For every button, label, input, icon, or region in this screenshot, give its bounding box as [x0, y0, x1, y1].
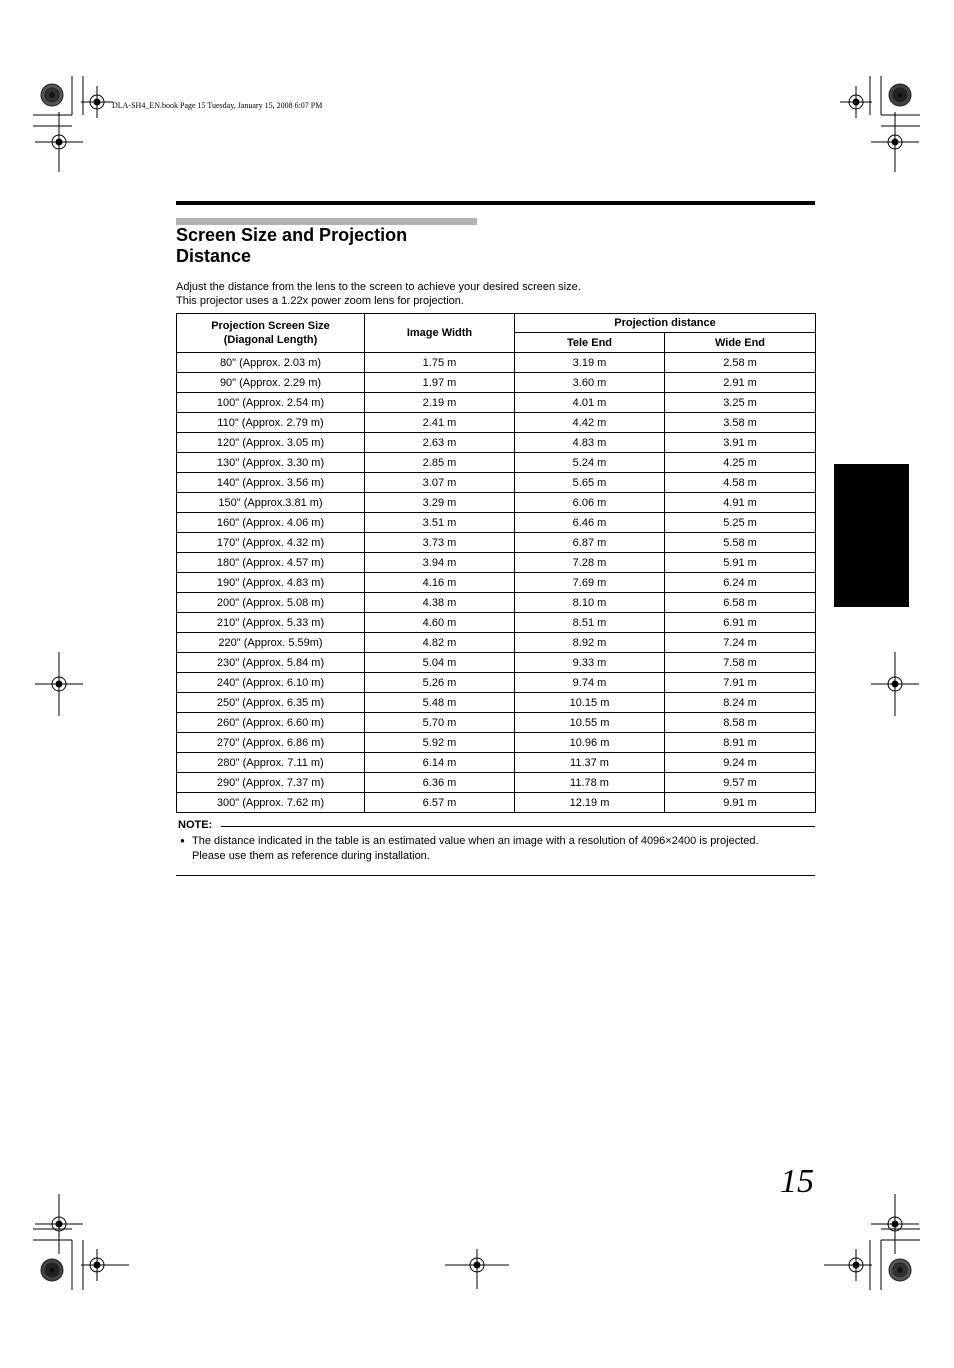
cell-screen-size: 130" (Approx. 3.30 m) — [177, 453, 365, 473]
cell-tele-end: 6.06 m — [515, 493, 665, 513]
cell-screen-size: 90" (Approx. 2.29 m) — [177, 373, 365, 393]
header-wide-end: Wide End — [665, 333, 816, 353]
table-row — [177, 633, 816, 653]
cell-image-width: 3.07 m — [365, 473, 515, 493]
cell-image-width: 5.04 m — [365, 653, 515, 673]
cell-image-width: 5.48 m — [365, 693, 515, 713]
cell-tele-end: 8.51 m — [515, 613, 665, 633]
cell-tele-end: 4.83 m — [515, 433, 665, 453]
table-row — [177, 673, 816, 693]
cell-wide-end: 8.58 m — [665, 713, 816, 733]
cell-wide-end: 8.91 m — [665, 733, 816, 753]
cell-wide-end: 6.24 m — [665, 573, 816, 593]
cell-tele-end: 7.28 m — [515, 553, 665, 573]
section-title-line1: Screen Size and Projection — [176, 225, 408, 245]
cell-wide-end: 7.91 m — [665, 673, 816, 693]
cell-wide-end: 7.24 m — [665, 633, 816, 653]
cell-wide-end: 5.58 m — [665, 533, 816, 553]
cell-tele-end: 4.42 m — [515, 413, 665, 433]
cell-image-width: 1.97 m — [365, 373, 515, 393]
cell-tele-end: 9.33 m — [515, 653, 665, 673]
header-tele-end: Tele End — [515, 333, 665, 353]
section-accent-bar — [176, 218, 477, 225]
cell-wide-end: 4.91 m — [665, 493, 816, 513]
header-projection-distance: Projection distance — [515, 314, 816, 333]
cell-wide-end: 3.58 m — [665, 413, 816, 433]
table-row — [177, 553, 816, 573]
cell-tele-end: 6.46 m — [515, 513, 665, 533]
cell-screen-size: 250" (Approx. 6.35 m) — [177, 693, 365, 713]
table-row — [177, 413, 816, 433]
cell-screen-size: 230" (Approx. 5.84 m) — [177, 653, 365, 673]
cell-wide-end: 9.91 m — [665, 793, 816, 813]
cell-image-width: 3.51 m — [365, 513, 515, 533]
cell-screen-size: 190" (Approx. 4.83 m) — [177, 573, 365, 593]
table-row — [177, 733, 816, 753]
cell-image-width: 6.36 m — [365, 773, 515, 793]
cell-image-width: 4.82 m — [365, 633, 515, 653]
cell-wide-end: 3.25 m — [665, 393, 816, 413]
cell-image-width: 5.70 m — [365, 713, 515, 733]
note-bullet: ● — [180, 836, 185, 845]
cell-screen-size: 210" (Approx. 5.33 m) — [177, 613, 365, 633]
cell-tele-end: 6.87 m — [515, 533, 665, 553]
cell-tele-end: 10.15 m — [515, 693, 665, 713]
table-row — [177, 693, 816, 713]
table-row — [177, 513, 816, 533]
cell-image-width: 4.38 m — [365, 593, 515, 613]
note-rule — [221, 826, 815, 827]
cell-tele-end: 11.78 m — [515, 773, 665, 793]
cell-image-width: 2.19 m — [365, 393, 515, 413]
table-row — [177, 573, 816, 593]
cell-image-width: 3.73 m — [365, 533, 515, 553]
cell-wide-end: 4.25 m — [665, 453, 816, 473]
cell-image-width: 5.26 m — [365, 673, 515, 693]
table-row — [177, 773, 816, 793]
cell-image-width: 2.63 m — [365, 433, 515, 453]
note-text — [192, 834, 817, 864]
table-row — [177, 373, 816, 393]
cell-screen-size: 240" (Approx. 6.10 m) — [177, 673, 365, 693]
cell-tele-end: 8.92 m — [515, 633, 665, 653]
cell-tele-end: 10.96 m — [515, 733, 665, 753]
cell-wide-end: 9.57 m — [665, 773, 816, 793]
cell-image-width: 3.94 m — [365, 553, 515, 573]
cell-tele-end: 12.19 m — [515, 793, 665, 813]
cell-tele-end: 3.60 m — [515, 373, 665, 393]
cell-tele-end: 3.19 m — [515, 353, 665, 373]
cell-tele-end: 5.24 m — [515, 453, 665, 473]
table-row — [177, 393, 816, 413]
section-title-line2: Distance — [176, 246, 252, 266]
cell-wide-end: 2.91 m — [665, 373, 816, 393]
table-row — [177, 653, 816, 673]
table-row — [177, 353, 816, 373]
cell-screen-size: 150" (Approx.3.81 m) — [177, 493, 365, 513]
cell-image-width: 4.16 m — [365, 573, 515, 593]
cell-image-width: 2.85 m — [365, 453, 515, 473]
print-header: DLA-SH4_EN.book Page 15 Tuesday, January 15, 2008 6:07 PM — [112, 101, 323, 110]
cell-image-width: 6.14 m — [365, 753, 515, 773]
cell-screen-size: 80" (Approx. 2.03 m) — [177, 353, 365, 373]
header-screen-size: Projection Screen Size (Diagonal Length) — [177, 314, 365, 353]
cell-screen-size: 220" (Approx. 5.59m) — [177, 633, 365, 653]
cell-screen-size: 160" (Approx. 4.06 m) — [177, 513, 365, 533]
cell-wide-end: 7.58 m — [665, 653, 816, 673]
cell-screen-size: 100" (Approx. 2.54 m) — [177, 393, 365, 413]
cell-image-width: 3.29 m — [365, 493, 515, 513]
table-row — [177, 713, 816, 733]
cell-wide-end: 5.25 m — [665, 513, 816, 533]
header-image-width: Image Width — [365, 314, 515, 353]
cell-tele-end: 9.74 m — [515, 673, 665, 693]
table-body — [177, 353, 816, 813]
intro-line1: Adjust the distance from the lens to the screen to achieve your desired screen size. — [176, 281, 581, 293]
table-row — [177, 493, 816, 513]
table-row — [177, 613, 816, 633]
table-row — [177, 533, 816, 553]
cell-tele-end: 5.65 m — [515, 473, 665, 493]
cell-wide-end: 3.91 m — [665, 433, 816, 453]
cell-wide-end: 6.91 m — [665, 613, 816, 633]
cell-image-width: 5.92 m — [365, 733, 515, 753]
cell-wide-end: 5.91 m — [665, 553, 816, 573]
table-row — [177, 453, 816, 473]
bottom-rule — [176, 875, 815, 876]
cell-screen-size: 170" (Approx. 4.32 m) — [177, 533, 365, 553]
top-rule — [176, 201, 815, 205]
section-title — [176, 225, 476, 267]
cell-screen-size: 300" (Approx. 7.62 m) — [177, 793, 365, 813]
cell-tele-end: 11.37 m — [515, 753, 665, 773]
intro-text — [176, 280, 581, 308]
projection-distance-table — [176, 313, 816, 813]
cell-screen-size: 120" (Approx. 3.05 m) — [177, 433, 365, 453]
table-row — [177, 433, 816, 453]
table-row — [177, 473, 816, 493]
cell-wide-end: 6.58 m — [665, 593, 816, 613]
page-number: 15 — [780, 1163, 814, 1200]
cell-wide-end: 2.58 m — [665, 353, 816, 373]
cell-screen-size: 180" (Approx. 4.57 m) — [177, 553, 365, 573]
cell-wide-end: 9.24 m — [665, 753, 816, 773]
cell-screen-size: 290" (Approx. 7.37 m) — [177, 773, 365, 793]
cell-tele-end: 10.55 m — [515, 713, 665, 733]
cell-tele-end: 4.01 m — [515, 393, 665, 413]
table-row — [177, 753, 816, 773]
cell-wide-end: 4.58 m — [665, 473, 816, 493]
note-line2: Please use them as reference during installation. — [192, 850, 430, 862]
note-label: NOTE: — [178, 819, 213, 831]
cell-tele-end: 7.69 m — [515, 573, 665, 593]
cell-screen-size: 260" (Approx. 6.60 m) — [177, 713, 365, 733]
cell-screen-size: 280" (Approx. 7.11 m) — [177, 753, 365, 773]
cell-screen-size: 110" (Approx. 2.79 m) — [177, 413, 365, 433]
cell-tele-end: 8.10 m — [515, 593, 665, 613]
cell-image-width: 2.41 m — [365, 413, 515, 433]
cell-screen-size: 270" (Approx. 6.86 m) — [177, 733, 365, 753]
cell-screen-size: 140" (Approx. 3.56 m) — [177, 473, 365, 493]
cell-image-width: 6.57 m — [365, 793, 515, 813]
cell-image-width: 4.60 m — [365, 613, 515, 633]
intro-line2: This projector uses a 1.22x power zoom lens for projection. — [176, 295, 464, 307]
cell-image-width: 1.75 m — [365, 353, 515, 373]
cell-wide-end: 8.24 m — [665, 693, 816, 713]
note-line1: The distance indicated in the table is an estimated value when an image with a resolution of 4096×2400 is projected. — [192, 835, 759, 847]
table-row — [177, 593, 816, 613]
cell-screen-size: 200" (Approx. 5.08 m) — [177, 593, 365, 613]
table-row — [177, 793, 816, 813]
side-tab — [834, 464, 909, 607]
